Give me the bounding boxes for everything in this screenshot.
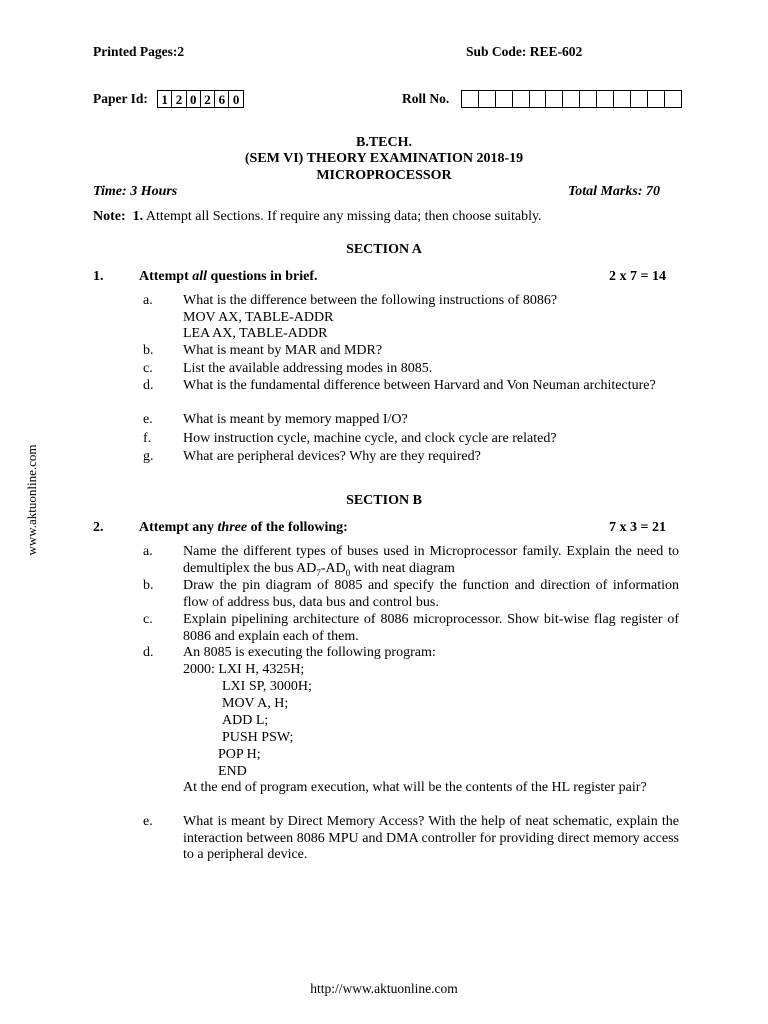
item-label: d.	[143, 378, 154, 393]
exam-title: (SEM VI) THEORY EXAMINATION 2018-19	[244, 151, 524, 166]
title-emphasis: three	[217, 520, 248, 535]
text-part: with neat diagram	[350, 560, 455, 576]
item-line: MOV AX, TABLE-ADDR	[183, 309, 334, 325]
paper-id-digit: 2	[172, 91, 186, 107]
item-text: Explain pipelining architecture of 8086 microprocessor. Show bit-wise flag register of 8086 and explain each of them.	[183, 612, 679, 644]
printed-pages: Printed Pages:2	[93, 44, 185, 59]
side-watermark: www.aktuonline.com	[24, 444, 39, 556]
paper-id-digit: 6	[215, 91, 229, 107]
roll-number-box[interactable]	[614, 91, 631, 107]
paper-id-label: Paper Id:	[93, 91, 148, 106]
roll-number-box[interactable]	[631, 91, 648, 107]
item-label: b.	[143, 578, 154, 593]
code-line: POP H;	[218, 747, 261, 762]
roll-number-label: Roll No.	[402, 91, 450, 106]
item-text: An 8085 is executing the following program:	[183, 645, 436, 660]
roll-number-box[interactable]	[563, 91, 580, 107]
roll-number-box[interactable]	[665, 91, 681, 107]
exam-time: Time: 3 Hours	[93, 184, 178, 199]
roll-number-box[interactable]	[496, 91, 513, 107]
title-part: Attempt any	[139, 520, 218, 535]
text-part: Name the different types of buses used in Microprocessor family. Explain the need to demultiplex the bus AD	[183, 544, 679, 576]
note-text: Attempt all Sections. If require any missing data; then choose suitably.	[145, 209, 542, 224]
item-label: c.	[143, 361, 153, 376]
item-label: a.	[143, 293, 153, 308]
title-part: of the following:	[247, 520, 348, 535]
code-line: END	[218, 764, 247, 779]
note	[93, 209, 542, 225]
subject-code: Sub Code: REE-602	[466, 44, 583, 59]
section-b-heading: SECTION B	[346, 493, 422, 508]
roll-number-box[interactable]	[597, 91, 614, 107]
item-text: What are peripheral devices? Why are they required?	[183, 449, 481, 464]
item-label: g.	[143, 449, 154, 464]
item-text: What is meant by memory mapped I/O?	[183, 412, 408, 427]
code-line: 2000: LXI H, 4325H;	[183, 662, 305, 677]
subscript: 0	[345, 567, 351, 578]
roll-number-box[interactable]	[479, 91, 496, 107]
item-text: List the available addressing modes in 8085.	[183, 361, 433, 376]
paper-id-boxes	[157, 90, 244, 108]
question-number: 2.	[93, 520, 104, 535]
note-label: Note:	[93, 209, 126, 224]
roll-number-box[interactable]	[546, 91, 563, 107]
paper-id-digit: 1	[158, 91, 172, 107]
title-part: questions in brief.	[207, 269, 318, 284]
roll-number-boxes[interactable]	[461, 90, 682, 108]
roll-number-box[interactable]	[462, 91, 479, 107]
title-emphasis: all	[192, 269, 208, 284]
item-label: b.	[143, 343, 154, 358]
question-marks: 2 x 7 = 14	[609, 269, 666, 284]
title-part: Attempt	[139, 269, 193, 284]
code-line: LXI SP, 3000H;	[222, 679, 312, 694]
item-text: What is meant by Direct Memory Access? With the help of neat schematic, explain the interaction between 8086 MPU and DMA controller for providing direct memory access to a peripheral device.	[183, 814, 679, 862]
question-title	[139, 520, 348, 536]
subject-title: MICROPROCESSOR	[316, 168, 452, 183]
roll-number-box[interactable]	[530, 91, 547, 107]
total-marks: Total Marks: 70	[567, 184, 660, 199]
item-label: d.	[143, 645, 154, 660]
roll-number-box[interactable]	[648, 91, 665, 107]
paper-id-digit: 0	[232, 92, 240, 107]
item-text: At the end of program execution, what will be the contents of the HL register pair?	[183, 780, 647, 795]
item-text: What is the fundamental difference between Harvard and Von Neuman architecture?	[183, 378, 656, 393]
item-text: How instruction cycle, machine cycle, and clock cycle are related?	[183, 431, 557, 446]
code-line: MOV A, H;	[222, 696, 289, 711]
item-text	[183, 293, 679, 343]
note-number: 1.	[132, 209, 144, 224]
item-line: LEA AX, TABLE-ADDR	[183, 326, 328, 341]
item-label: f.	[143, 431, 152, 446]
roll-number-box[interactable]	[580, 91, 597, 107]
item-text	[183, 544, 679, 581]
question-title	[139, 269, 318, 285]
item-line: What is the difference between the following instructions of 8086?	[183, 293, 558, 308]
roll-number-box[interactable]	[513, 91, 530, 107]
item-label: e.	[143, 814, 153, 829]
paper-id-digit: 2	[201, 91, 215, 107]
footer-url[interactable]: http://www.aktuonline.com	[310, 981, 458, 996]
item-label: c.	[143, 612, 153, 627]
question-number: 1.	[93, 269, 104, 284]
item-label: e.	[143, 412, 153, 427]
paper-id-digit: 0	[187, 91, 201, 107]
item-text: What is meant by MAR and MDR?	[183, 343, 383, 358]
question-marks: 7 x 3 = 21	[609, 520, 666, 535]
item-text: Draw the pin diagram of 8085 and specify the function and direction of information flow of address bus, data bus and control bus.	[183, 578, 679, 610]
degree-title: B.TECH.	[355, 135, 412, 150]
code-line: PUSH PSW;	[222, 730, 294, 745]
subscript: 7	[316, 567, 321, 578]
section-a-heading: SECTION A	[346, 242, 422, 257]
text-part: -AD	[320, 560, 346, 576]
item-label: a.	[143, 544, 153, 559]
code-line: ADD L;	[222, 713, 269, 728]
